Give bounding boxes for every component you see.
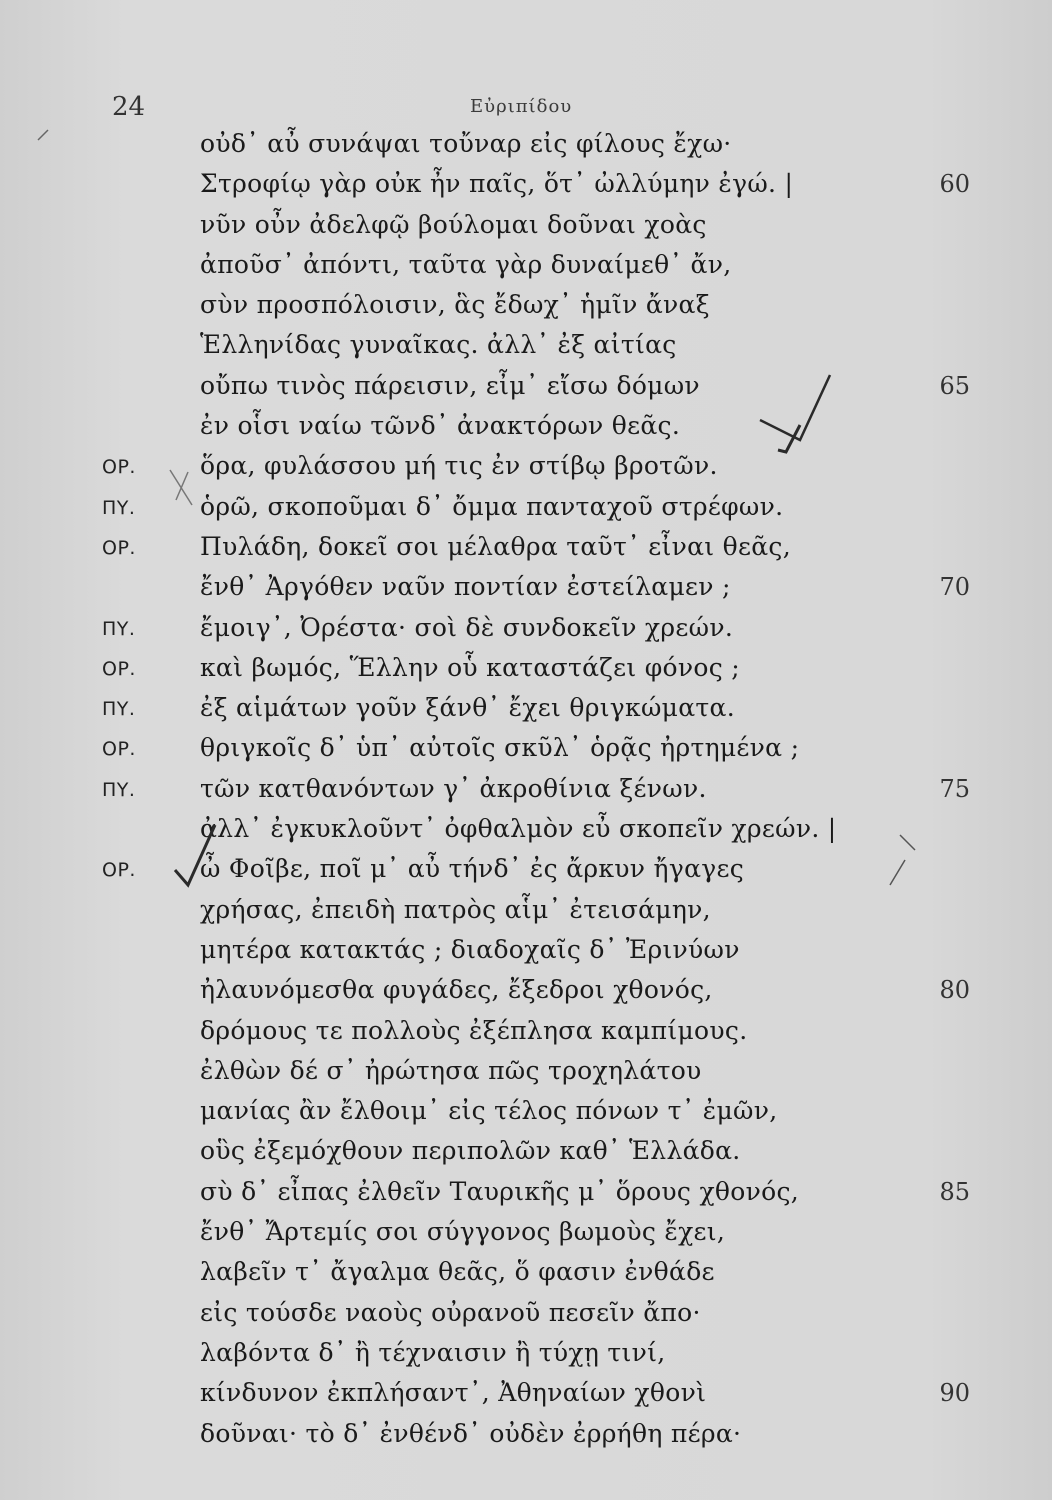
line-number: 60 bbox=[939, 170, 970, 199]
verse-text: μανίας ἂν ἔλθοιμ᾽ εἰς τέλος πόνων τ᾽ ἐμῶν, bbox=[200, 1096, 778, 1126]
page-header bbox=[0, 92, 1052, 128]
verse-text: Στροφίῳ γὰρ οὐκ ἦν παῖς, ὅτ᾽ ὠλλύμην ἐγώ. | bbox=[200, 169, 794, 199]
verse-line bbox=[0, 446, 1052, 486]
verse-text: σὺ δ᾽ εἶπας ἐλθεῖν Ταυρικῆς μ᾽ ὅρους χθονός, bbox=[200, 1176, 800, 1206]
verse-text: θριγκοῖς δ᾽ ὑπ᾽ αὐτοῖς σκῦλ᾽ ὁρᾷς ἠρτημένα ; bbox=[200, 733, 800, 763]
verse-line bbox=[0, 1373, 1052, 1413]
verse-text: κίνδυνον ἐκπλήσαντ᾽, Ἀθηναίων χθονὶ bbox=[200, 1378, 707, 1408]
verse-line bbox=[0, 930, 1052, 970]
verse-text: οὔπω τινὸς πάρεισιν, εἶμ᾽ εἴσω δόμων bbox=[200, 370, 700, 400]
verse-text: οὓς ἐξεμόχθουν περιπολῶν καθ᾽ Ἑλλάδα. bbox=[200, 1136, 741, 1166]
verse-text: δοῦναι· τὸ δ᾽ ἐνθένδ᾽ οὐδὲν ἐρρήθη πέρα· bbox=[200, 1418, 742, 1448]
verse-text: νῦν οὖν ἀδελφῷ βούλομαι δοῦναι χοὰς bbox=[200, 209, 707, 239]
verse-line bbox=[0, 325, 1052, 365]
verse-line bbox=[0, 1172, 1052, 1212]
verse-line bbox=[0, 849, 1052, 889]
line-number: 85 bbox=[939, 1177, 970, 1206]
verse-line bbox=[0, 608, 1052, 648]
verse-line bbox=[0, 1091, 1052, 1131]
verse-text: Πυλάδη, δοκεῖ σοι μέλαθρα ταῦτ᾽ εἶναι θεᾶς, bbox=[200, 531, 791, 561]
verse-text: οὐδ᾽ αὖ συνάψαι τοὔναρ εἰς φίλους ἔχω· bbox=[200, 129, 732, 158]
verse-text: ἠλαυνόμεσθα φυγάδες, ἔξεδροι χθονός, bbox=[200, 975, 713, 1005]
verse-line bbox=[0, 285, 1052, 325]
verse-line bbox=[0, 1414, 1052, 1454]
verse-line bbox=[0, 728, 1052, 768]
verse-text: λαβεῖν τ᾽ ἄγαλμα θεᾶς, ὅ φασιν ἐνθάδε bbox=[200, 1257, 715, 1287]
verse-block bbox=[0, 124, 1052, 1454]
verse-text: μητέρα κατακτάς ; διαδοχαῖς δ᾽ Ἐρινύων bbox=[200, 934, 740, 964]
verse-text: σὺν προσπόλοισιν, ἃς ἔδωχ᾽ ἡμῖν ἄναξ bbox=[200, 290, 710, 320]
verse-text: λαβόντα δ᾽ ἢ τέχναισιν ἢ τύχῃ τινί, bbox=[200, 1337, 666, 1367]
speaker-label: ΠΥ. bbox=[102, 778, 136, 801]
verse-text: εἰς τούσδε ναοὺς οὐρανοῦ πεσεῖν ἄπο· bbox=[200, 1297, 701, 1327]
verse-text: ἀποῦσ᾽ ἀπόντι, ταῦτα γὰρ δυναίμεθ᾽ ἄν, bbox=[200, 249, 732, 279]
verse-line bbox=[0, 527, 1052, 567]
verse-line bbox=[0, 1293, 1052, 1333]
verse-text: καὶ βωμός, Ἕλλην οὗ καταστάζει φόνος ; bbox=[200, 652, 740, 682]
verse-line bbox=[0, 164, 1052, 204]
speaker-label: ΠΥ. bbox=[102, 617, 136, 640]
line-number: 70 bbox=[939, 573, 970, 602]
running-title: Εὐριπίδου bbox=[470, 96, 573, 117]
verse-line bbox=[0, 769, 1052, 809]
verse-line bbox=[0, 1011, 1052, 1051]
verse-text: ὅρα, φυλάσσου μή τις ἐν στίβῳ βροτῶν. bbox=[200, 451, 718, 481]
verse-line bbox=[0, 688, 1052, 728]
verse-text: ἀλλ᾽ ἐγκυκλοῦντ᾽ ὀφθαλμὸν εὖ σκοπεῖν χρεών. | bbox=[200, 814, 837, 844]
verse-line bbox=[0, 1051, 1052, 1091]
line-number: 90 bbox=[939, 1379, 970, 1408]
verse-text: ὦ Φοῖβε, ποῖ μ᾽ αὖ τήνδ᾽ ἐς ἄρκυν ἤγαγες bbox=[200, 854, 745, 884]
verse-text: Ἑλληνίδας γυναῖκας. ἀλλ᾽ ἐξ αἰτίας bbox=[200, 330, 677, 360]
verse-text: δρόμους τε πολλοὺς ἐξέπλησα καμπίμους. bbox=[200, 1015, 748, 1045]
verse-line bbox=[0, 567, 1052, 607]
verse-text: ἐξ αἱμάτων γοῦν ξάνθ᾽ ἔχει θριγκώματα. bbox=[200, 693, 735, 723]
speaker-label: ΠΥ. bbox=[102, 496, 136, 519]
speaker-label: ΠΥ. bbox=[102, 698, 136, 721]
verse-line bbox=[0, 487, 1052, 527]
verse-line bbox=[0, 1212, 1052, 1252]
verse-text: ἔμοιγ᾽, Ὀρέστα· σοὶ δὲ συνδοκεῖν χρεών. bbox=[200, 612, 734, 642]
line-number: 75 bbox=[939, 774, 970, 803]
verse-text: ἔνθ᾽ Ἄρτεμίς σοι σύγγονος βωμοὺς ἔχει, bbox=[200, 1217, 726, 1247]
verse-line bbox=[0, 245, 1052, 285]
speaker-label: ΟΡ. bbox=[102, 456, 136, 479]
verse-text: ἐν οἷσι ναίω τῶνδ᾽ ἀνακτόρων θεᾶς. bbox=[200, 411, 681, 441]
verse-line bbox=[0, 809, 1052, 849]
verse-text: τῶν κατθανόντων γ᾽ ἀκροθίνια ξένων. bbox=[200, 773, 707, 803]
speaker-label: ΟΡ. bbox=[102, 859, 136, 882]
page-number: 24 bbox=[112, 92, 146, 122]
verse-text: ἐλθὼν δέ σ᾽ ἠρώτησα πῶς τροχηλάτου bbox=[200, 1055, 702, 1085]
speaker-label: ΟΡ. bbox=[102, 657, 136, 680]
speaker-label: ΟΡ. bbox=[102, 536, 136, 559]
verse-text: χρήσας, ἐπειδὴ πατρὸς αἷμ᾽ ἐτεισάμην, bbox=[200, 894, 711, 924]
verse-line bbox=[0, 1333, 1052, 1373]
verse-line bbox=[0, 366, 1052, 406]
verse-line bbox=[0, 890, 1052, 930]
speaker-label: ΟΡ. bbox=[102, 738, 136, 761]
verse-line bbox=[0, 124, 1052, 164]
verse-line bbox=[0, 1252, 1052, 1292]
verse-line bbox=[0, 205, 1052, 245]
verse-line bbox=[0, 1131, 1052, 1171]
line-number: 80 bbox=[939, 976, 970, 1005]
line-number: 65 bbox=[939, 371, 970, 400]
verse-line bbox=[0, 406, 1052, 446]
verse-line bbox=[0, 970, 1052, 1010]
verse-text: ὁρῶ, σκοποῦμαι δ᾽ ὄμμα πανταχοῦ στρέφων. bbox=[200, 491, 784, 521]
verse-text: ἔνθ᾽ Ἀργόθεν ναῦν ποντίαν ἐστείλαμεν ; bbox=[200, 572, 731, 602]
verse-line bbox=[0, 648, 1052, 688]
